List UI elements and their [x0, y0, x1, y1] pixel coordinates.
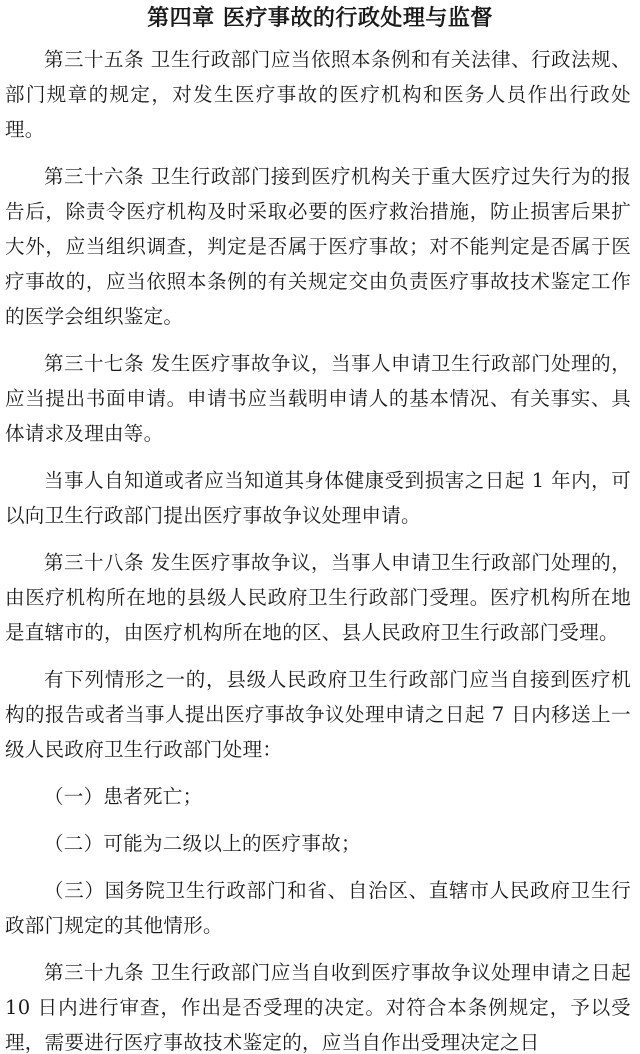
list-item-2: （二）可能为二级以上的医疗事故；	[44, 832, 361, 855]
list-item-3: （三）国务院卫生行政部门和省、自治区、直辖市人民政府卫生行政部门规定的其他情形。	[5, 879, 631, 937]
chapter-title: 第四章 医疗事故的行政处理与监督	[147, 6, 493, 31]
paragraph-article-37-time-limit: 当事人自知道或者应当知道其身体健康受到损害之日起 1 年内，可以向卫生行政部门提出医疗事故争议处理申请。	[5, 469, 631, 527]
paragraph-article-38-transfer: 有下列情形之一的，县级人民政府卫生行政部门应当自接到医疗机构的报告或者当事人提出医疗事故争议处理申请之日起 7 日内移送上一级人民政府卫生行政部门处理：	[5, 668, 631, 761]
paragraph-article-36: 第三十六条 卫生行政部门接到医疗机构关于重大医疗过失行为的报告后，除责令医疗机构及时采取必要的医疗救治措施，防止损害后果扩大外，应当组织调查，判定是否属于医疗事故；对不能判定是否属于医疗事故的，应当依照本条例的有关规定交由负责医疗事故技术鉴定工作的医学会组织鉴定。	[5, 165, 631, 328]
paragraph-article-37: 第三十七条 发生医疗事故争议，当事人申请卫生行政部门处理的，应当提出书面申请。申请书应当载明申请人的基本情况、有关事实、具体请求及理由等。	[5, 352, 631, 445]
paragraph-article-38: 第三十八条 发生医疗事故争议，当事人申请卫生行政部门处理的，由医疗机构所在地的县级人民政府卫生行政部门受理。医疗机构所在地是直辖市的，由医疗机构所在地的区、县人民政府卫生行政部门受理。	[5, 551, 631, 644]
document-body	[5, 42, 631, 1054]
paragraph-article-35: 第三十五条 卫生行政部门应当依照本条例和有关法律、行政法规、部门规章的规定，对发生医疗事故的医疗机构和医务人员作出行政处理。	[5, 48, 631, 141]
paragraph-article-39: 第三十九条 卫生行政部门应当自收到医疗事故争议处理申请之日起 10 日内进行审查，作出是否受理的决定。对符合本条例规定，予以受理，需要进行医疗事故技术鉴定的，应当自作出受理决定之日	[5, 961, 631, 1054]
list-item-1: （一）患者死亡；	[44, 785, 203, 808]
